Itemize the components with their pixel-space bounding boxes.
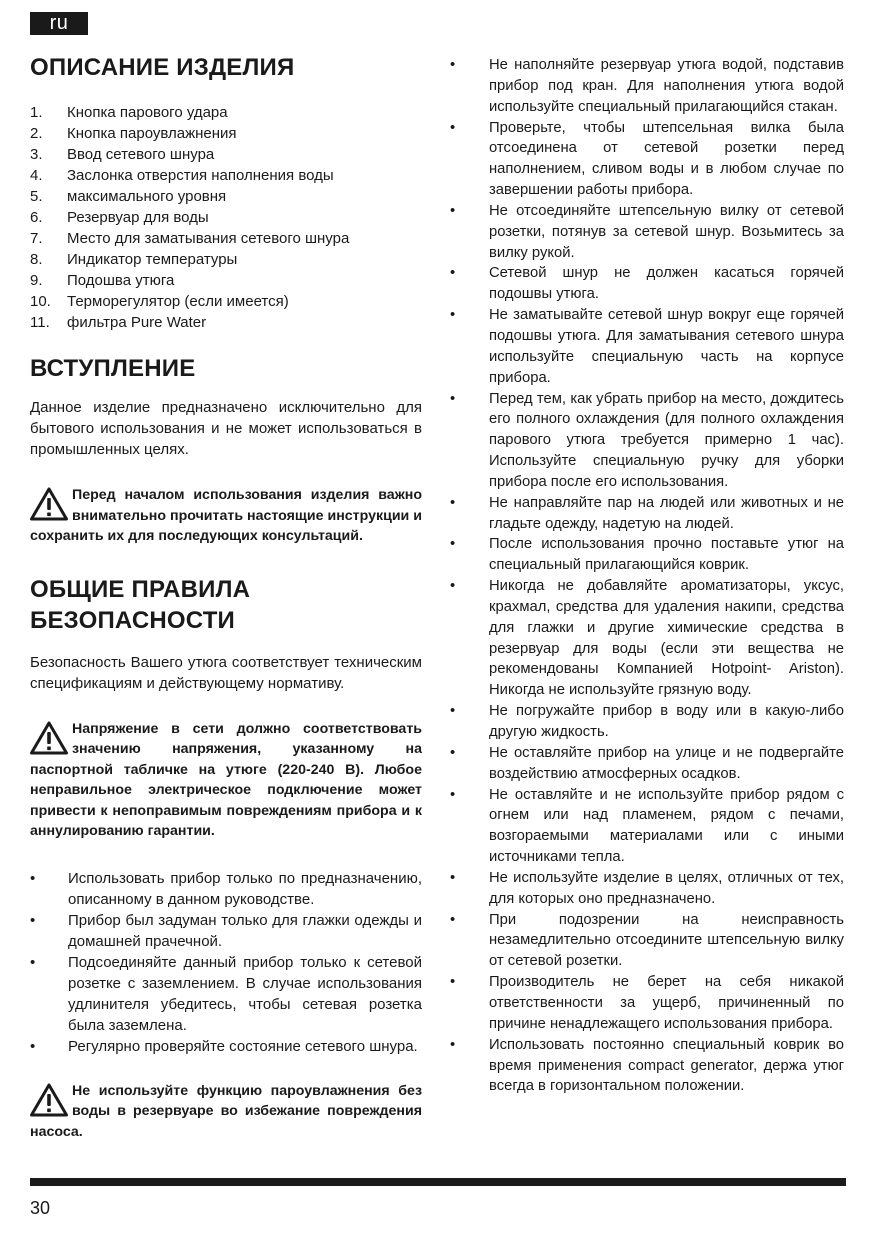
bullet-text: При подозрении на неисправность незамедлительно отсоедините штепсельную вилку от сетевой розетки. [489,911,844,970]
safety-bullet-list [30,868,422,1057]
bullet-text: Не оставляйте прибор на улице и не подвергайте воздействию атмосферных осадков. [489,744,844,782]
item-number: 5. [30,188,43,205]
list-item [30,952,422,1036]
page-number: 30 [30,1198,51,1218]
list-item [30,207,422,228]
bullet-mark: • [450,536,456,553]
list-item [30,123,422,144]
bullet-text: Прибор был задуман только для глажки одежды и домашней прачечной. [68,911,422,950]
bullet-text: Не отсоединяйте штепсельную вилку от сетевой розетки, потянув за сетевой шнур. Возьмитесь за вилку рукой. [489,202,844,261]
bullet-mark: • [450,265,456,282]
bullet-text: Использовать постоянно специальный коврик во время применения compact generator, держа утюг всегда в горизонтальном положении. [489,1036,844,1095]
bullet-mark: • [450,911,456,928]
warning-read-instructions [30,485,422,547]
item-number: 9. [30,272,43,289]
section-title-intro: ВСТУПЛЕНИЕ [30,355,196,382]
bullet-text: Использовать прибор только по предназначению, описанному в данном руководстве. [68,869,422,908]
safety-rules-list [450,55,844,1097]
item-label: Резервуар для воды [67,209,209,226]
item-number: 8. [30,251,43,268]
bullet-text: Регулярно проверяйте состояние сетевого шнура. [68,1037,418,1055]
bullet-mark: • [450,494,456,511]
item-label: Кнопка парового удара [67,104,228,121]
list-item [450,972,844,1035]
bullet-text: Проверьте, чтобы штепсельная вилка была отсоединена от сетевой розетки перед наполнением, сливом воды и в любом случае по завершении работы прибора. [489,119,844,199]
bullet-text: Подсоединяйте данный прибор только к сетевой розетке с заземлением. В случае использования удлинителя убедитесь, чтобы сетевая розетка была заземлена. [68,953,422,1034]
right-column [450,55,844,1097]
bullet-mark: • [450,703,456,720]
bullet-text: Перед тем, как убрать прибор на место, дождитесь его полного охлаждения (для полного охлаждения парового утюга требуется примерно 1 час). Используйте специальную ручку для уборки прибора после его использования. [489,390,844,490]
list-item [450,305,844,388]
list-item [450,118,844,201]
list-item [450,910,844,973]
bullet-mark: • [450,786,456,803]
bullet-mark: • [450,974,456,991]
list-item [450,1035,844,1098]
parts-list [30,102,422,333]
item-number: 1. [30,104,43,121]
item-number: 6. [30,209,43,226]
bullet-mark: • [450,390,456,407]
list-item [450,534,844,576]
warning-pump [30,1081,422,1143]
warning-text: Не используйте функцию пароувлажнения без воды в резервуаре во избежание повреждения насоса. [30,1082,422,1140]
item-number: 3. [30,146,43,163]
language-tab: ru [30,12,88,35]
bullet-mark: • [450,119,456,136]
safety-title-line2: БЕЗОПАСНОСТИ [30,606,236,634]
item-label: Кнопка пароувлажнения [67,125,237,142]
item-label: фильтра Pure Water [67,314,207,331]
item-label: Индикатор температуры [67,251,238,268]
bullet-mark: • [30,953,36,971]
intro-paragraph: Данное изделие предназначено исключительно для бытового использования и не может использоваться в промышленных целях. [30,399,422,458]
item-number: 11. [30,314,50,331]
bullet-text: Сетевой шнур не должен касаться горячей подошвы утюга. [489,265,844,303]
footer-rule [30,1178,846,1186]
item-number: 10. [30,293,51,310]
bullet-mark: • [450,57,456,73]
bullet-mark: • [450,307,456,324]
list-item [30,312,422,333]
list-item [30,249,422,270]
warning-text: Напряжение в сети должно соответствовать значению напряжения, указанному на паспортной табличке на утюге (220-240 В). Любое неправильное электрическое подключение может привести к непоправимым повреждениям прибора и к аннулированию гарантии. [30,720,422,839]
list-item [30,868,422,910]
warning-triangle-icon [30,487,68,521]
list-item [30,165,422,186]
section-title-description: ОПИСАНИЕ ИЗДЕЛИЯ [30,54,295,81]
list-item [450,389,844,493]
bullet-mark: • [30,1037,36,1055]
bullet-text: Производитель не берет на себя никакой ответственности за ущерб, причиненный по причине ненадлежащего использования прибора. [489,974,844,1032]
bullet-mark: • [450,1036,456,1053]
item-number: 4. [30,167,43,184]
list-item [30,1036,422,1057]
warning-text: Перед началом использования изделия важно внимательно прочитать настоящие инструкции и сохранить их для последующих консультаций. [30,487,422,544]
list-item [450,868,844,910]
bullet-mark: • [30,911,36,929]
list-item [450,263,844,305]
bullet-mark: • [30,869,36,887]
bullet-text: Не погружайте прибор в воду или в какую-либо другую жидкость. [489,703,844,740]
bullet-text: Не направляйте пар на людей или животных и не гладьте одежду, надетую на людей. [489,494,844,532]
warning-voltage [30,719,422,842]
bullet-mark: • [450,202,456,219]
bullet-text: Не наполняйте резервуар утюга водой, подставив прибор под кран. Для наполнения утюга водой используйте специальный прилагающийся стакан. [489,57,844,115]
list-item [450,701,844,743]
item-label: Подошва утюга [67,272,175,289]
list-item [30,228,422,249]
bullet-text: Не используйте изделие в целях, отличных от тех, для которых оно предназначено. [489,869,844,907]
bullet-text: Не заматывайте сетевой шнур вокруг еще горячей подошвы утюга. Для заматывания сетевого шнура используйте специальную часть на корпусе прибора. [489,307,844,386]
safety-title-line1: ОБЩИЕ ПРАВИЛА [30,575,251,603]
warning-triangle-icon [30,721,68,755]
list-item [450,55,844,118]
item-label: максимального уровня [67,188,227,205]
list-item [30,144,422,165]
item-number: 7. [30,230,43,247]
list-item [30,102,422,123]
section-title-safety [30,574,422,636]
item-label: Терморегулятор (если имеется) [67,293,289,310]
item-label: Ввод сетевого шнура [67,146,215,163]
bullet-mark: • [450,869,456,886]
item-label: Место для заматывания сетевого шнура [67,230,350,247]
list-item [30,291,422,312]
list-item [450,493,844,535]
bullet-text: После использования прочно поставьте утюг на специальный прилагающийся коврик. [489,536,844,574]
list-item [450,576,844,701]
item-number: 2. [30,125,43,142]
bullet-text: Не оставляйте и не используйте прибор рядом с огнем или над пламенем, рядом с печами, возгораемыми материалами или с иными источниками тепла. [489,786,844,866]
bullet-mark: • [450,744,456,761]
bullet-mark: • [450,578,456,595]
list-item [450,743,844,785]
list-item [450,201,844,264]
item-label: Заслонка отверстия наполнения воды [67,167,334,184]
warning-triangle-icon [30,1083,68,1117]
bullet-text: Никогда не добавляйте ароматизаторы, уксус, крахмал, средства для удаления накипи, средства для глажки и другие химические средства в резервуар для воды (если эти вещества не рекомендованы Компанией Hotpoint- Ariston). Никогда не используйте грязную воду. [489,578,844,699]
list-item [450,785,844,868]
left-column [30,52,422,1142]
list-item [30,186,422,207]
list-item [30,270,422,291]
safety-paragraph: Безопасность Вашего утюга соответствует техническим спецификациям и действующему нормативу. [30,653,422,692]
list-item [30,910,422,952]
